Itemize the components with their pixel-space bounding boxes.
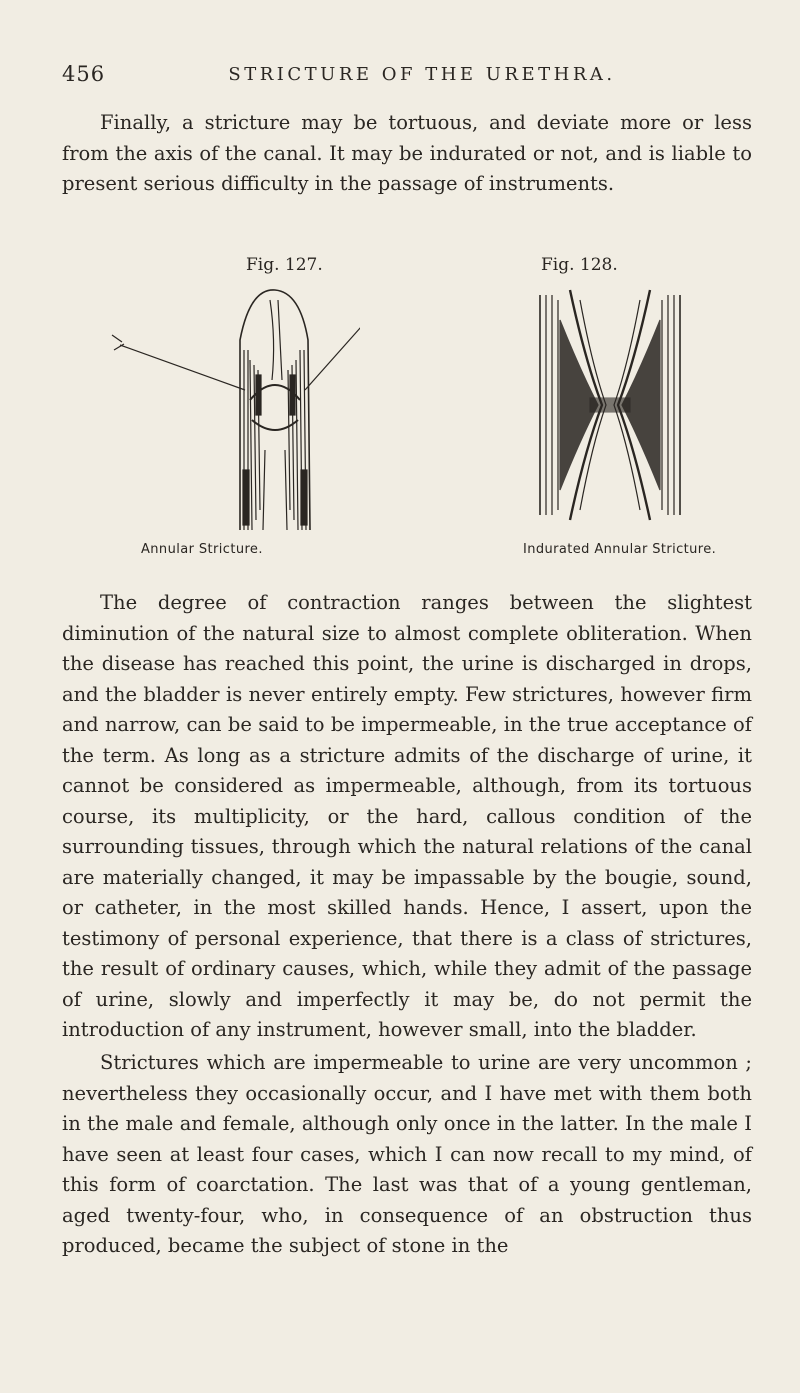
body-paragraph-1: The degree of contraction ranges between the slightest diminution of the natural size to almost complete obliteration. When the disease has reached this point, the urine is discharged in drops, and the bladder is never entirely empty. Few strictures, however firm and narrow, can be said to be impermeable, in the true acceptance of the term. As long as a stricture admits of the discharge of urine, it cannot be considered as impermeable, although, from its tortuous course, its multiplicity, or the hard, callous condition of the surrounding tissues, through which the natural relations of the canal are materially changed, it may be impassable by the bougie, sound, or catheter, in the most skilled hands. Hence, I assert, upon the testimony of personal experience, that there is a class of strictures, the result of ordinary causes, which, while they admit of the passage of urine, slowly and imperfectly it may be, do not permit the introduction of any instrument, however small, into the bladder. [62, 591, 752, 1041]
intro-paragraph: Finally, a stricture may be tortuous, and deviate more or less from the axis of the canal. It may be indurated or not, and is liable to present serious difficulty in the passage of instruments. [62, 111, 752, 195]
figure-128-label: Fig. 128. [541, 255, 618, 275]
running-title: STRICTURE OF THE URETHRA. [228, 64, 616, 85]
figure-127-caption: Annular Stricture. [141, 542, 263, 557]
figure-128-caption: Indurated Annular Stricture. [523, 542, 717, 557]
figure-127-illustration [100, 280, 360, 540]
figure-127-label: Fig. 127. [246, 255, 323, 275]
page-number: 456 [62, 62, 106, 86]
figure-128-illustration [530, 280, 690, 530]
body-paragraph-2: Strictures which are impermeable to urine are very uncommon ; nevertheless they occasionally occur, and I have met with them both in the male and female, although only once in the latter. In the male I have seen at least four cases, which I can now recall to my mind, of this form of coarctation. The last was that of a young gentleman, aged twenty-four, who, in consequence of an obstruction thus produced, became the subject of stone in the [62, 1051, 752, 1257]
page-header [62, 62, 752, 90]
